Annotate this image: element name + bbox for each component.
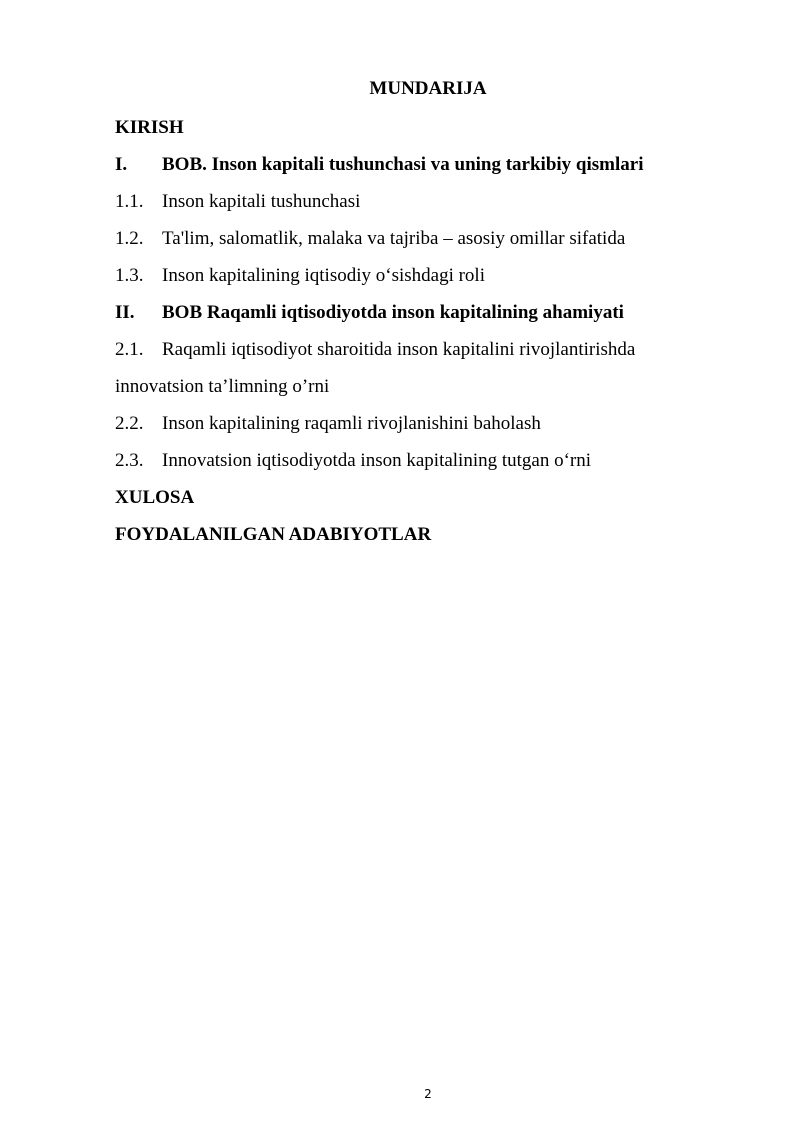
toc-section-1-2 <box>115 228 625 250</box>
toc-chapter-1-number: I. <box>115 154 128 175</box>
toc-section-2-1-label: Raqamli iqtisodiyot sharoitida inson kapitalini rivojlantirishda <box>162 339 636 360</box>
toc-chapter-1-label: BOB. Inson kapitali tushunchasi va uning tarkibiy qismlari <box>162 154 644 175</box>
toc-section-2-2-label: Inson kapitalining raqamli rivojlanishini baholash <box>162 413 541 434</box>
toc-section-1-2-number: 1.2. <box>115 228 144 249</box>
toc-section-2-1-number: 2.1. <box>115 339 144 360</box>
page-number: 2 <box>424 1087 432 1101</box>
toc-section-2-3-number: 2.3. <box>115 450 144 471</box>
toc-section-2-3-label: Innovatsion iqtisodiyotda inson kapitalining tutgan o‘rni <box>162 450 592 471</box>
toc-chapter-2-label: BOB Raqamli iqtisodiyotda inson kapitalining ahamiyati <box>162 302 624 323</box>
toc-section-2-2-number: 2.2. <box>115 413 144 434</box>
page-title: MUNDARIJA <box>369 78 487 99</box>
toc-section-2-3 <box>115 450 591 472</box>
toc-section-1-3 <box>115 265 485 287</box>
toc-section-1-3-label: Inson kapitalining iqtisodiy o‘sishdagi roli <box>162 265 485 286</box>
toc-chapter-2-number: II. <box>115 302 135 323</box>
toc-section-2-2 <box>115 413 541 435</box>
toc-section-1-2-label: Ta'lim, salomatlik, malaka va tajriba – asosiy omillar sifatida <box>162 228 626 249</box>
toc-section-1-1 <box>115 191 360 213</box>
toc-section-1-1-label: Inson kapitali tushunchasi <box>162 191 361 212</box>
toc-section-2-1-continuation: innovatsion ta’limning o’rni <box>115 376 330 397</box>
toc-chapter-2 <box>115 302 624 324</box>
toc-intro: KIRISH <box>115 117 184 138</box>
toc-section-1-1-number: 1.1. <box>115 191 144 212</box>
toc-section-2-1 <box>115 339 635 361</box>
toc-conclusion: XULOSA <box>115 487 195 508</box>
toc-references: FOYDALANILGAN ADABIYOTLAR <box>115 524 432 545</box>
toc-section-1-3-number: 1.3. <box>115 265 144 286</box>
toc-chapter-1 <box>115 154 644 176</box>
